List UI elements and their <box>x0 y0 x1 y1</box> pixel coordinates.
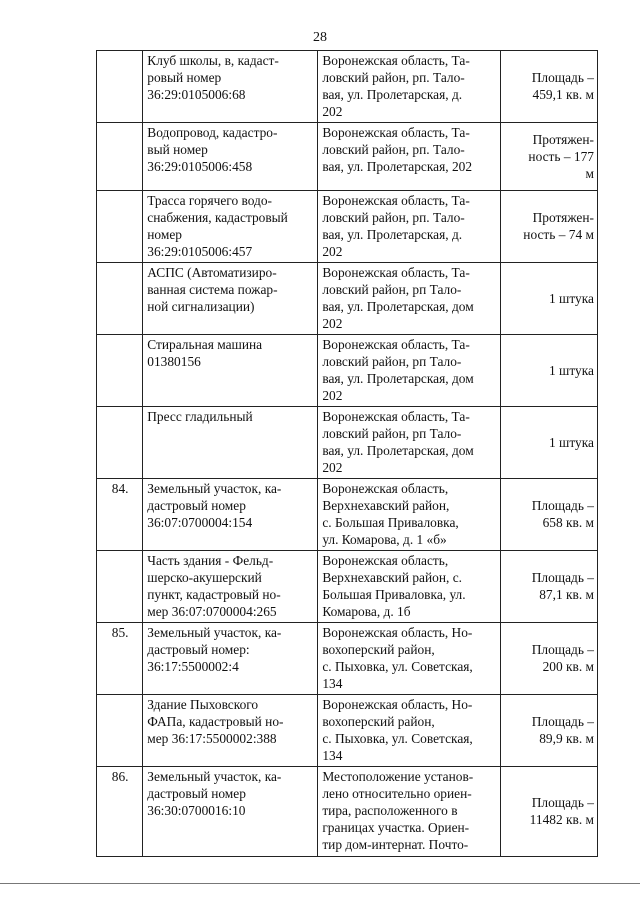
address-cell-line: Местоположение установ- <box>322 769 474 784</box>
table-row <box>97 551 598 623</box>
address-cell-line: ловский район, рп. Тало- <box>322 142 465 157</box>
object-name-cell-line: Здание Пыховского <box>147 697 259 712</box>
address-cell-line: вая, ул. Пролетарская, д. <box>322 227 463 242</box>
table-body <box>97 51 598 857</box>
address-cell-line: Воронежская область, Та- <box>322 265 470 280</box>
object-name-cell <box>143 123 318 191</box>
table-row <box>97 767 598 857</box>
object-name-cell-line: 36:07:0700004:154 <box>147 515 253 530</box>
object-name-cell <box>143 479 318 551</box>
characteristic-cell <box>501 335 598 407</box>
address-cell-line: 202 <box>322 388 343 403</box>
characteristic-cell-line: Площадь – <box>531 570 594 585</box>
characteristic-cell-line: Площадь – <box>531 498 594 513</box>
characteristic-cell-line: 200 кв. м <box>542 659 594 674</box>
object-name-cell-line: вый номер <box>147 142 208 157</box>
address-cell-line: 202 <box>322 460 343 475</box>
page-number: 28 <box>313 30 327 45</box>
object-name-cell-line: 36:29:0105006:457 <box>147 244 253 259</box>
address-cell <box>318 263 501 335</box>
address-cell <box>318 551 501 623</box>
object-name-cell <box>143 407 318 479</box>
object-name-cell-line: ровый номер <box>147 70 222 85</box>
object-name-cell-line: Земельный участок, ка- <box>147 481 282 496</box>
address-cell-line: с. Пыховка, ул. Советская, <box>322 731 473 746</box>
address-cell <box>318 767 501 857</box>
address-cell-line: 202 <box>322 244 343 259</box>
row-number <box>97 191 143 263</box>
object-name-cell-line: мер 36:17:5500002:388 <box>147 731 277 746</box>
address-cell-line: Воронежская область, Та- <box>322 53 470 68</box>
address-cell-line: вая, ул. Пролетарская, д. <box>322 87 463 102</box>
object-name-cell-line: Земельный участок, ка- <box>147 769 282 784</box>
table-row <box>97 695 598 767</box>
property-table <box>96 50 598 857</box>
object-name-cell <box>143 51 318 123</box>
page-bottom-divider <box>0 883 640 884</box>
object-name-cell <box>143 191 318 263</box>
address-cell-line: Верхнехавский район, <box>322 498 450 513</box>
address-cell-line: 134 <box>322 676 343 691</box>
object-name-cell <box>143 263 318 335</box>
object-name-cell-line: Пресс гладильный <box>147 409 253 424</box>
object-name-cell-line: 36:29:0105006:458 <box>147 159 253 174</box>
address-cell-line: тира, расположенного в <box>322 803 458 818</box>
characteristic-cell-line: Площадь – <box>531 70 594 85</box>
object-name-cell <box>143 695 318 767</box>
characteristic-cell-line: 89,9 кв. м <box>539 731 594 746</box>
object-name-cell-line: 36:30:0700016:10 <box>147 803 246 818</box>
table-row <box>97 123 598 191</box>
characteristic-cell-line: Площадь – <box>531 795 594 810</box>
object-name-cell-line: дастровый номер <box>147 498 246 513</box>
characteristic-cell-line: Площадь – <box>531 714 594 729</box>
address-cell-line: ловский район, рп. Тало- <box>322 210 465 225</box>
characteristic-cell <box>501 407 598 479</box>
characteristic-cell <box>501 551 598 623</box>
address-cell-line: лено относительно ориен- <box>322 786 472 801</box>
row-number: 84. <box>97 479 143 551</box>
table-row <box>97 335 598 407</box>
characteristic-cell <box>501 51 598 123</box>
address-cell <box>318 623 501 695</box>
characteristic-cell-line: 658 кв. м <box>542 515 594 530</box>
address-cell <box>318 191 501 263</box>
address-cell-line: Воронежская область, Та- <box>322 193 470 208</box>
table-row <box>97 191 598 263</box>
table-row <box>97 407 598 479</box>
address-cell-line: 202 <box>322 316 343 331</box>
object-name-cell-line: снабжения, кадастровый <box>147 210 288 225</box>
row-number: 86. <box>97 767 143 857</box>
address-cell-line: Воронежская область, Та- <box>322 125 470 140</box>
characteristic-cell <box>501 123 598 191</box>
address-cell-line: Верхнехавский район, с. <box>322 570 462 585</box>
address-cell-line: Воронежская область, Но- <box>322 625 473 640</box>
characteristic-cell-line: Площадь – <box>531 642 594 657</box>
address-cell-line: Воронежская область, Но- <box>322 697 473 712</box>
row-number <box>97 123 143 191</box>
row-number: 85. <box>97 623 143 695</box>
address-cell <box>318 123 501 191</box>
address-cell <box>318 335 501 407</box>
row-number <box>97 51 143 123</box>
characteristic-cell-line: 1 штука <box>549 290 594 306</box>
object-name-cell <box>143 623 318 695</box>
characteristic-cell <box>501 263 598 335</box>
object-name-cell-line: Клуб школы, в, кадаст- <box>147 53 279 68</box>
address-cell-line: 202 <box>322 104 343 119</box>
object-name-cell-line: Водопровод, кадастро- <box>147 125 278 140</box>
address-cell-line: ловский район, рп Тало- <box>322 282 462 297</box>
address-cell-line: вая, ул. Пролетарская, дом <box>322 371 474 386</box>
object-name-cell-line: Часть здания - Фельд- <box>147 553 274 568</box>
address-cell-line: вая, ул. Пролетарская, дом <box>322 299 474 314</box>
characteristic-cell <box>501 623 598 695</box>
address-cell-line: вая, ул. Пролетарская, дом <box>322 443 474 458</box>
characteristic-cell-line: м <box>585 165 594 181</box>
characteristic-cell <box>501 767 598 857</box>
characteristic-cell-line: 459,1 кв. м <box>532 87 594 102</box>
table-row <box>97 623 598 695</box>
address-cell-line: ловский район, рп. Тало- <box>322 70 465 85</box>
address-cell-line: Комарова, д. 1б <box>322 604 411 619</box>
object-name-cell <box>143 551 318 623</box>
characteristic-cell-line: 11482 кв. м <box>529 812 594 827</box>
address-cell-line: ул. Комарова, д. 1 «б» <box>322 532 447 547</box>
address-cell-line: тир дом-интернат. Почто- <box>322 837 469 852</box>
object-name-cell-line: ФАПа, кадастровый но- <box>147 714 284 729</box>
object-name-cell-line: Земельный участок, ка- <box>147 625 282 640</box>
object-name-cell-line: ной сигнализации) <box>147 299 255 314</box>
address-cell-line: Воронежская область, <box>322 481 449 496</box>
object-name-cell-line: 01380156 <box>147 354 201 369</box>
characteristic-cell <box>501 695 598 767</box>
address-cell-line: Воронежская область, <box>322 553 449 568</box>
address-cell-line: с. Большая Приваловка, <box>322 515 459 530</box>
address-cell <box>318 479 501 551</box>
characteristic-cell-line: 87,1 кв. м <box>539 587 594 602</box>
object-name-cell-line: номер <box>147 227 182 242</box>
address-cell-line: вохоперский район, <box>322 714 435 729</box>
object-name-cell <box>143 335 318 407</box>
address-cell-line: вохоперский район, <box>322 642 435 657</box>
row-number <box>97 407 143 479</box>
object-name-cell-line: шерско-акушерский <box>147 570 262 585</box>
characteristic-cell <box>501 191 598 263</box>
object-name-cell-line: ванная система пожар- <box>147 282 278 297</box>
characteristic-cell-line: 1 штука <box>549 362 594 378</box>
address-cell-line: границах участка. Ориен- <box>322 820 470 835</box>
object-name-cell-line: 36:29:0105006:68 <box>147 87 246 102</box>
characteristic-cell <box>501 479 598 551</box>
table-row <box>97 479 598 551</box>
address-cell <box>318 51 501 123</box>
table-row <box>97 51 598 123</box>
row-number <box>97 263 143 335</box>
characteristic-cell-line: Протяжен- <box>532 131 594 147</box>
address-cell-line: Воронежская область, Та- <box>322 409 470 424</box>
address-cell <box>318 407 501 479</box>
address-cell-line: Большая Приваловка, ул. <box>322 587 466 602</box>
row-number <box>97 695 143 767</box>
address-cell-line: ловский район, рп Тало- <box>322 426 462 441</box>
object-name-cell-line: пункт, кадастровый но- <box>147 587 281 602</box>
table-row <box>97 263 598 335</box>
row-number <box>97 335 143 407</box>
characteristic-cell-line: 1 штука <box>549 434 594 450</box>
object-name-cell-line: Стиральная машина <box>147 337 263 352</box>
address-cell-line: с. Пыховка, ул. Советская, <box>322 659 473 674</box>
address-cell-line: ловский район, рп Тало- <box>322 354 462 369</box>
row-number <box>97 551 143 623</box>
object-name-cell-line: дастровый номер: <box>147 642 250 657</box>
address-cell-line: Воронежская область, Та- <box>322 337 470 352</box>
address-cell-line: вая, ул. Пролетарская, 202 <box>322 159 473 174</box>
characteristic-cell-line: ность – 177 <box>528 148 594 164</box>
object-name-cell-line: 36:17:5500002:4 <box>147 659 239 674</box>
address-cell-line: 134 <box>322 748 343 763</box>
object-name-cell-line: дастровый номер <box>147 786 246 801</box>
characteristic-cell-line: Протяжен- <box>532 210 594 225</box>
object-name-cell <box>143 767 318 857</box>
object-name-cell-line: АСПС (Автоматизиро- <box>147 265 277 280</box>
object-name-cell-line: мер 36:07:0700004:265 <box>147 604 277 619</box>
characteristic-cell-line: ность – 74 м <box>523 227 594 242</box>
address-cell <box>318 695 501 767</box>
object-name-cell-line: Трасса горячего водо- <box>147 193 273 208</box>
